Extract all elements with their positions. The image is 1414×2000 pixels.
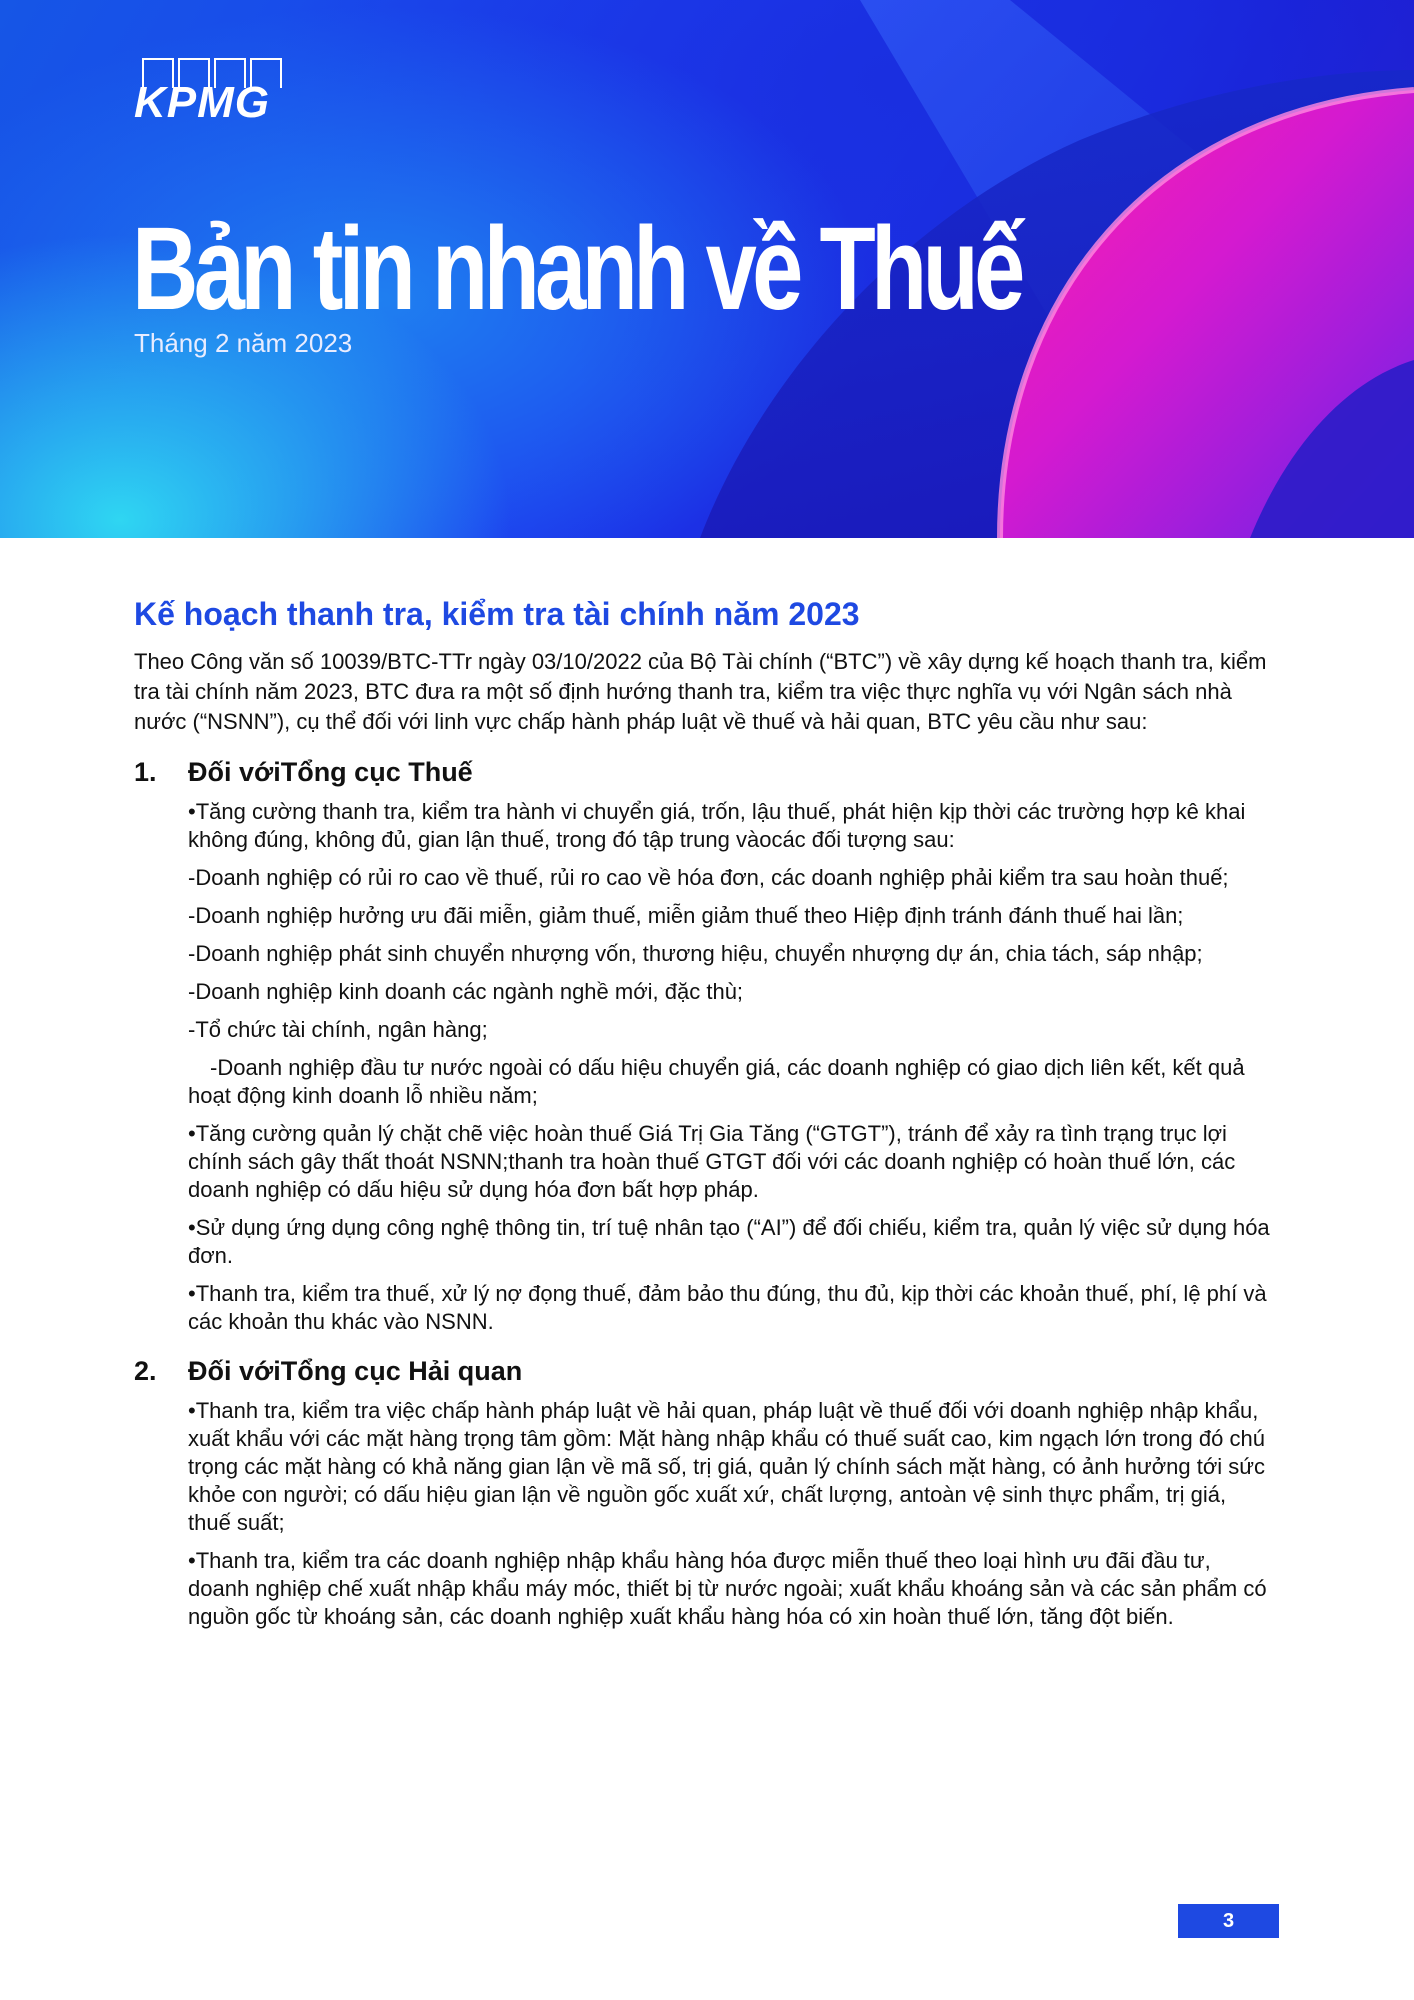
list-item: -Doanh nghiệp phát sinh chuyển nhượng vốn, thương hiệu, chuyển nhượng dự án, chia tách, sáp nhập;: [188, 941, 1203, 966]
subsection-number: 1.: [134, 757, 157, 787]
list-item: -Doanh nghiệp hưởng ưu đãi miễn, giảm thuế, miễn giảm thuế theo Hiệp định tránh đánh thuế hai lần;: [188, 903, 1184, 928]
list-item: •Tăng cường thanh tra, kiểm tra hành vi chuyển giá, trốn, lậu thuế, phát hiện kịp thời các trường hợp kê khai không đúng, không đủ, gian lận thuế, trong đó tập trung vàocác đối tượng sau:: [188, 799, 1246, 852]
list-item: -Tổ chức tài chính, ngân hàng;: [188, 1017, 488, 1042]
subsection-list-1: [188, 798, 1274, 1336]
intro-paragraph: Theo Công văn số 10039/BTC-TTr ngày 03/10/2022 của Bộ Tài chính (“BTC”) về xây dựng kế hoạch thanh tra, kiểm tra tài chính năm 2023, BTC đưa ra một số định hướng thanh tra, kiểm tra việc thực nghĩa vụ với Ngân sách nhà nước (“NSNN”), cụ thể đối với linh vực chấp hành pháp luật về thuế và hải quan, BTC yêu cầu như sau:: [134, 649, 1267, 734]
document-body: [134, 596, 1274, 1631]
header-banner: [0, 0, 1414, 538]
subsection-list-2: [188, 1397, 1274, 1631]
list-item: •Thanh tra, kiểm tra việc chấp hành pháp luật về hải quan, pháp luật về thuế đối với doanh nghiệp nhập khẩu, xuất khẩu với các mặt hàng trọng tâm gồm: Mặt hàng nhập khẩu có thuế suất cao, kim ngạch lớn trong đó chú trọng các mặt hàng có khả năng gian lận về mã số, trị giá, quản lý chính sách mặt hàng, có ảnh hưởng tới sức khỏe con người; có dấu hiệu gian lận về nguồn gốc xuất xứ, chất lượng, antoàn vệ sinh thực phẩm, trị giá, thuế suất;: [188, 1398, 1266, 1535]
subsection-heading-1: [134, 757, 1274, 788]
banner-title: Bản tin nhanh về Thuế: [132, 203, 1021, 335]
list-item: •Thanh tra, kiểm tra thuế, xử lý nợ đọng thuế, đảm bảo thu đúng, thu đủ, kịp thời các khoản thuế, phí, lệ phí và các khoản thu khác vào NSNN.: [188, 1281, 1267, 1334]
list-item: •Tăng cường quản lý chặt chẽ việc hoàn thuế Giá Trị Gia Tăng (“GTGT”), tránh để xảy ra tình trạng trục lợi chính sách gây thất thoát NSNN;thanh tra hoàn thuế GTGT đối với các doanh nghiệp có hoàn thuế lớn, các doanh nghiệp có dấu hiệu sử dụng hóa đơn bất hợp pháp.: [188, 1121, 1236, 1202]
subsection-heading-2: [134, 1356, 1274, 1387]
list-item: •Thanh tra, kiểm tra các doanh nghiệp nhập khẩu hàng hóa được miễn thuế theo loại hình ưu đãi đầu tư, doanh nghiệp chế xuất nhập khẩu máy móc, thiết bị từ nước ngoài; xuất khẩu khoáng sản và các sản phẩm có nguồn gốc từ khoáng sản, các doanh nghiệp xuất khẩu hàng hóa có xin hoàn thuế lớn, tăng đột biến.: [188, 1548, 1267, 1629]
kpmg-logo-text: KPMG: [134, 78, 270, 127]
list-item: -Doanh nghiệp đầu tư nước ngoài có dấu hiệu chuyển giá, các doanh nghiệp có giao dịch liên kết, kết quả hoạt động kinh doanh lỗ nhiều năm;: [188, 1055, 1245, 1108]
list-item: -Doanh nghiệp kinh doanh các ngành nghề mới, đặc thù;: [188, 979, 744, 1004]
subsection-title: Đối vớiTổng cục Hải quan: [188, 1356, 523, 1386]
subsection-title: Đối vớiTổng cục Thuế: [188, 757, 473, 787]
kpmg-logo: [134, 58, 284, 128]
banner-date: Tháng 2 năm 2023: [134, 328, 353, 358]
subsection-number: 2.: [134, 1356, 157, 1386]
page-number-badge: 3: [1178, 1904, 1279, 1938]
section-title: Kế hoạch thanh tra, kiểm tra tài chính năm 2023: [134, 596, 860, 632]
list-item: •Sử dụng ứng dụng công nghệ thông tin, trí tuệ nhân tạo (“AI”) để đối chiếu, kiểm tra, quản lý việc sử dụng hóa đơn.: [188, 1215, 1270, 1268]
list-item: -Doanh nghiệp có rủi ro cao về thuế, rủi ro cao về hóa đơn, các doanh nghiệp phải kiểm tra sau hoàn thuế;: [188, 865, 1229, 890]
